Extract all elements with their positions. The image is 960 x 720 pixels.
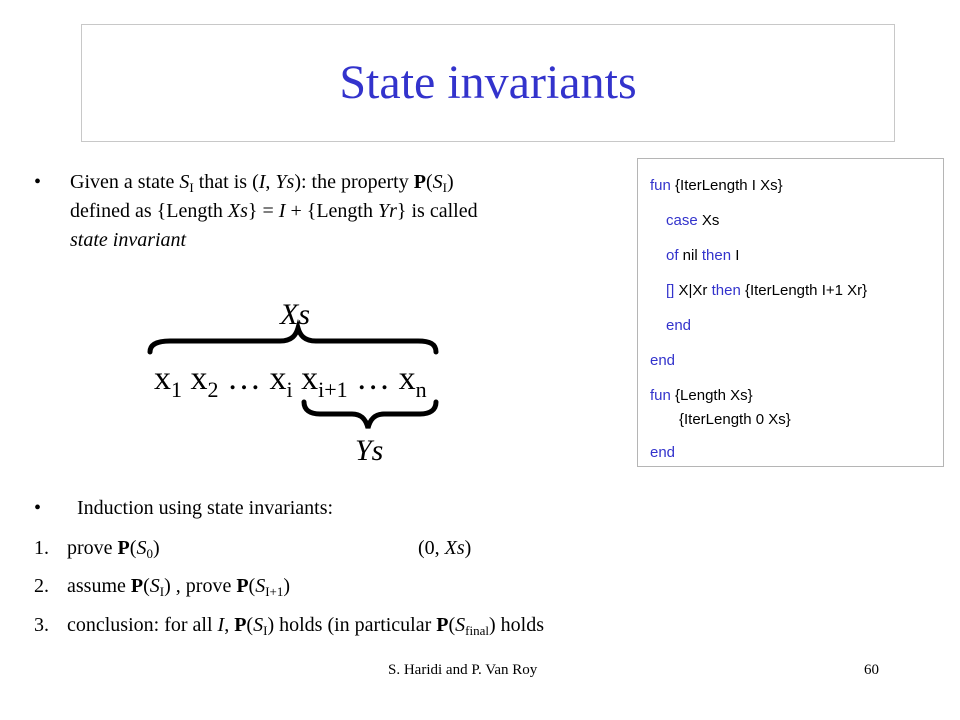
- footer-author: S. Haridi and P. Van Roy: [388, 662, 538, 678]
- code-line-4: [] X|Xr then {IterLength I+1 Xr}: [666, 282, 868, 299]
- footer-page-number: 60: [864, 662, 879, 678]
- code-line-3: of nil then I: [666, 247, 740, 264]
- code-line-6: end: [650, 352, 676, 369]
- code-box: [637, 158, 944, 467]
- code-line-2: case Xs: [666, 212, 720, 229]
- code-line-8: {IterLength 0 Xs}: [679, 411, 791, 428]
- sequence: $x_1$ $x_2$ … $x_i$ $x_{i+1}$ … $x_n$: [154, 360, 427, 402]
- definition-text: Given a state $S_I$ that is (I, Ys): the property $P(S_I)$ defined as {Length Xs} = I + {Length Yr} is called state invariant: [70, 171, 478, 251]
- bullet-dot: •: [34, 171, 42, 193]
- ys-label: Ys: [355, 434, 384, 467]
- induction-step-3: 3. conclusion: for all I, $P(S_I)$ holds (in particular $P(S_{final})$ holds: [34, 614, 544, 638]
- induction-heading: • Induction using state invariants:: [34, 497, 334, 519]
- code-line-9: end: [650, 444, 676, 461]
- ys-brace: [304, 402, 436, 428]
- code-line-5: end: [666, 317, 692, 334]
- induction-step-2: 2. assume $P(S_I)$ , prove $P(S_{I+1})$: [34, 575, 291, 599]
- code-line-7: fun {Length Xs}: [650, 387, 753, 404]
- induction-step-1: 1. prove $P(S_0)$: [34, 537, 160, 561]
- code-line-1: fun {IterLength I Xs}: [650, 177, 783, 194]
- definition-bullet: [34, 168, 624, 255]
- title-box: [81, 24, 895, 142]
- slide-title: State invariants: [339, 56, 637, 109]
- induction-step-1-pair: (0, Xs): [418, 537, 472, 559]
- xs-label: Xs: [280, 298, 310, 331]
